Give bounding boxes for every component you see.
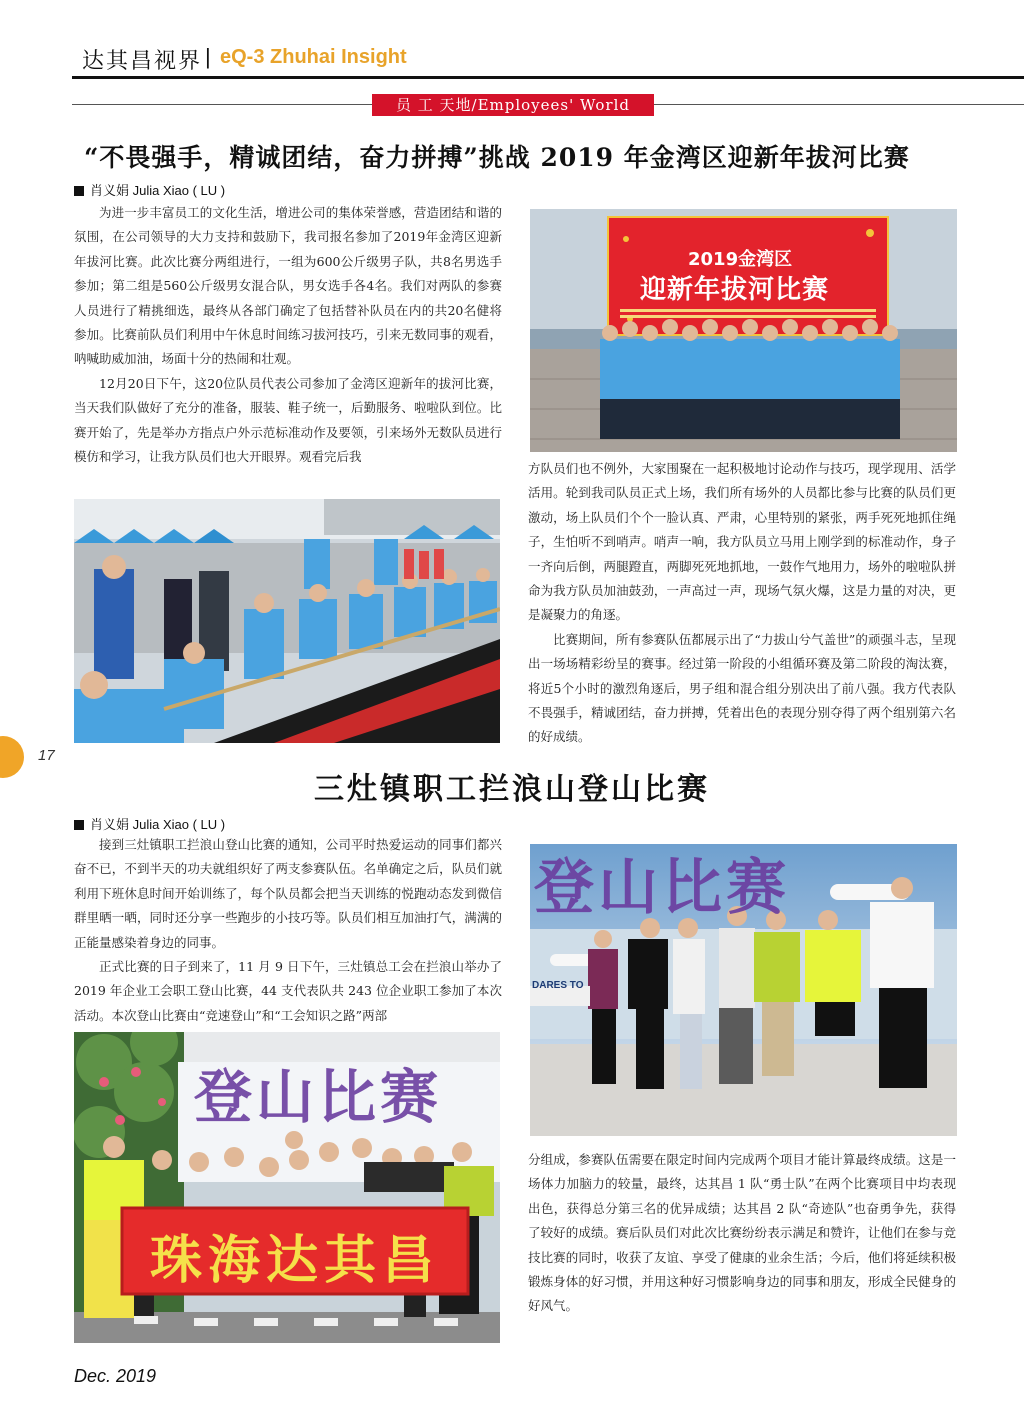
- article2-byline: [74, 814, 225, 833]
- article2-left-column: [74, 833, 502, 1028]
- article1-right-column: [528, 457, 956, 750]
- award-ceremony-photo: [530, 844, 957, 1136]
- banner-year-text: 2019金湾区: [688, 249, 793, 270]
- article2-title: 三灶镇职工拦浪山登山比赛: [314, 772, 710, 807]
- tug-team-banner-photo: [530, 209, 957, 452]
- board-text: DARES TO: [532, 980, 584, 991]
- article2-author: 肖义娟 Julia Xiao ( LU ): [90, 817, 226, 832]
- article2-paragraph: 正式比赛的日子到来了，11 月 9 日下午，三灶镇总工会在拦浪山举办了 2019 年企业工会职工登山比赛，44 支代表队共 243 位企业职工参加了本次活动。本次登山比赛由“竞速登山”和“工会知识之路”两部: [74, 959, 502, 1023]
- magazine-title-cn: 达其昌视界: [82, 49, 203, 74]
- hiking-team-photo: [74, 1032, 500, 1343]
- article1-author: 肖义娟 Julia Xiao ( LU ): [90, 183, 226, 198]
- issue-date: Dec. 2019: [74, 1366, 157, 1386]
- article2-paragraph: 分组成，参赛队伍需要在限定时间内完成两个项目才能计算最终成绩。这是一场体力加脑力的较量，最终，达其昌 1 队“勇士队”在两个比赛项目中均表现出色，获得总分第三名的优异成绩；达其昌 2 队“奇迹队”也奋勇争先，获得了较好的成绩。赛后队员们对此次比赛纷纷表示满足和赞许，让他们在参与竞技比赛的同时，收获了友谊、享受了健康的业余生活；今后，他们将延续积极锻炼身体的好习惯，并用这种好习惯影响身边的同事和朋友，形成全民健身的好风气。: [528, 1152, 956, 1314]
- article1-title: “不畏强手，精诚团结，奋力拼搏”挑战 2019 年金湾区迎新年拔河比赛: [84, 143, 910, 172]
- banner-event-text: 迎新年拔河比赛: [640, 275, 830, 305]
- byline-square-icon: [74, 186, 84, 196]
- article1-paragraph: 比赛期间，所有参赛队伍都展示出了“力拔山兮气盖世”的顽强斗志，呈现出一场场精彩纷呈的赛事。经过第一阶段的小组循环赛及第二阶段的淘汰赛，将近5个小时的激烈角逐后，男子组和混合组分别决出了前八强。我方代表队不畏强手，精诚团结，奋力拼搏，凭着出色的表现分别夺得了两个组别第六名的好成绩。: [528, 631, 956, 745]
- article1-paragraph: 方队员们也不例外，大家围聚在一起积极地讨论动作与技巧，现学现用、活学活用。轮到我司队员正式上场，我们所有场外的人员都比参与比赛的队员们更激动，场上队员们个个一脸认真、严肃，心里特别的紧张，两手死死地抓住绳子，生怕听不到哨声。哨声一响，我方队员立马用上刚学到的标准动作，身子一齐向后倒，两腿蹬直，两脚死死地抓地，一鼓作气地用力，场外的啦啦队拼命为我方队员加油鼓劲，一声高过一声，现场气氛火爆，这是力量的对决，更是凝聚力的角逐。: [528, 461, 956, 623]
- header-separator: |: [205, 44, 211, 69]
- byline-square-icon: [74, 820, 84, 830]
- article2-right-column: [528, 1148, 956, 1319]
- article1-byline: [74, 180, 225, 199]
- article1-paragraph: 为进一步丰富员工的文化生活，增进公司的集体荣誉感，营造团结和谐的氛围，在公司领导的大力支持和鼓励下，我司报名参加了2019年金湾区迎新年拔河比赛。此次比赛分两组进行，一组为600公斤级男子队，共8名男选手参加；第二组是560公斤级男女混合队，男女选手各4名。我们对两队的参赛人员进行了精挑细选，最终从各部门确定了包括替补队员在内的共20名健将参加。比赛前队员们利用中午休息时间练习拔河技巧，引来无数同事的观看，呐喊助威加油，场面十分的热闹和壮观。: [74, 205, 502, 367]
- section-label: 员 工 天地/Employees' World: [372, 94, 654, 116]
- article2-paragraph: 接到三灶镇职工拦浪山登山比赛的通知，公司平时热爱运动的同事们都兴奋不已，不到半天的功夫就组织好了两支参赛队伍。名单确定之后，队员们就利用下班休息时间开始训练了，每个队员都会把当天训练的悦跑动态发到微信群里晒一晒，同时还分享一些跑步的小技巧等。队员们相互加油打气，满满的正能量感染着身边的同事。: [74, 837, 502, 950]
- header-rule: [72, 76, 1024, 79]
- mountain-banner-text: 登山比赛: [534, 853, 790, 923]
- company-banner-text: 珠海达其昌: [149, 1231, 440, 1291]
- magazine-title-en: eQ-3 Zhuhai Insight: [220, 46, 407, 68]
- page-number: 17: [38, 747, 55, 764]
- article1-left-column: [74, 201, 502, 469]
- article1-paragraph: 12月20日下午，这20位队员代表公司参加了金湾区迎新年的拔河比赛，当天我们队做好了充分的准备，服装、鞋子统一，后勤服务、啦啦队到位。比赛开始了，先是举办方指点户外示范标准动作及要领，引来场外无数队员进行模仿和学习，让我方队员们也大开眼界。观看完后我: [74, 375, 502, 465]
- tug-of-war-photo: [74, 499, 500, 743]
- mountain-banner-text: 登山比赛: [194, 1063, 443, 1131]
